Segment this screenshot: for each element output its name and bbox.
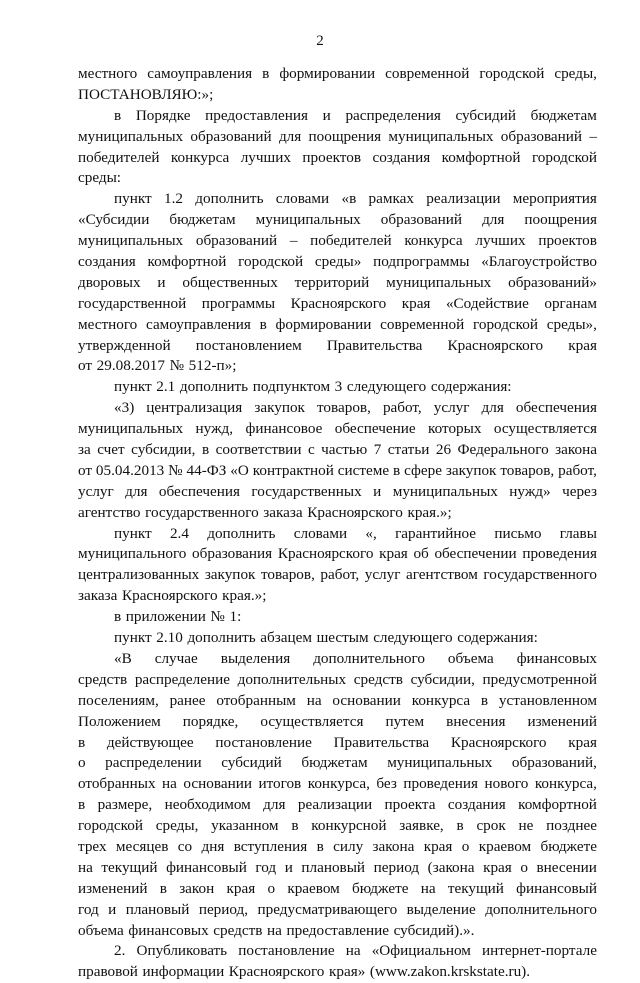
page-number: 2 [316,33,324,49]
text-line: на текущий финансовый год и плановый период (закона края о внесении [78,858,597,876]
text-line: местного самоуправления в формировании современной городской среды», [78,315,597,333]
text-line: утвержденной постановлением Правительства Красноярского края [78,336,597,354]
document-body [78,64,597,983]
text-line: «Субсидии бюджетам муниципальных образований для поощрения [78,211,597,229]
text-line: местного самоуправления в формировании современной городской среды, [78,65,597,82]
text-line: за счет субсидии, в соответствии с частью 7 статьи 26 Федерального закона [78,441,597,459]
text-line: пункт 2.1 дополнить подпунктом 3 следующего содержания: [114,378,512,396]
text-line: победителей конкурса лучших проектов создания комфортной городской [78,148,597,166]
text-line: ПОСТАНОВЛЯЮ:»; [78,85,214,103]
text-line: 2. Опубликовать постановление на «Официальном интернет-портале [114,942,597,960]
text-line: дворовых и общественных территорий муниципальных образований» [78,273,597,291]
text-line: в размере, необходимом для реализации проекта создания комфортной [78,796,597,814]
text-line: государственной программы Красноярского края «Содействие органам [78,294,597,312]
text-line: в действующее постановление Правительства Красноярского края [78,733,597,751]
text-line: год и плановый период, предусматривающего выделение дополнительного [78,900,597,918]
text-line: в Порядке предоставления и распределения субсидий бюджетам [114,106,597,124]
text-line: трех месяцев со дня вступления в силу закона края о краевом бюджете [78,837,597,855]
text-line: услуг для обеспечения государственных и муниципальных нужд» через [78,482,597,500]
text-line: средств распределение дополнительных средств субсидии, предусмотренной [78,670,597,688]
text-line: отобранных на основании итогов конкурса, без проведения нового конкурса, [78,775,597,793]
text-line: пункт 2.4 дополнить словами «, гарантийное письмо главы [114,524,597,542]
text-line: централизованных закупок товаров, работ, услуг агентством государственного [78,566,597,584]
text-line: муниципальных образований для поощрения муниципальных образований – [78,127,597,145]
text-line: «В случае выделения дополнительного объема финансовых [114,649,597,667]
text-line: муниципальных нужд, финансовое обеспечение которых осуществляется [78,420,597,438]
text-line: муниципальных образований – победителей конкурса лучших проектов [78,232,597,250]
text-line: от 29.08.2017 № 512-п»; [78,357,237,375]
text-line: заказа Красноярского края.»; [78,587,267,605]
text-line: объема финансовых средств на предоставление субсидий).». [78,921,475,939]
text-line: «3) централизация закупок товаров, работ, услуг для обеспечения [114,399,597,417]
text-line: в приложении № 1: [114,608,242,626]
text-line: муниципального образования Красноярского края об обеспечении проведения [78,545,597,563]
text-line: среды: [78,169,122,187]
text-line: от 05.04.2013 № 44-ФЗ «О контрактной системе в сфере закупок товаров, работ, [78,461,597,479]
text-line: агентство государственного заказа Красноярского края.»; [78,503,452,521]
text-line: городской среды, указанном в конкурсной заявке, в срок не позднее [78,817,597,835]
text-line: Положением порядке, осуществляется путем внесения изменений [78,712,597,730]
text-line: пункт 2.10 дополнить абзацем шестым следующего содержания: [114,629,538,647]
text-line: поселениям, ранее отобранным на основании конкурса в установленном [78,691,597,709]
text-line: изменений в закон края о краевом бюджете на текущий финансовый [78,879,597,897]
text-line: о распределении субсидий бюджетам муниципальных образований, [78,754,597,772]
text-line: создания комфортной городской среды» подпрограммы «Благоустройство [78,253,597,271]
text-line: пункт 1.2 дополнить словами «в рамках реализации мероприятия [114,190,597,208]
text-line: правовой информации Красноярского края» (www.zakon.krskstate.ru). [78,963,531,981]
